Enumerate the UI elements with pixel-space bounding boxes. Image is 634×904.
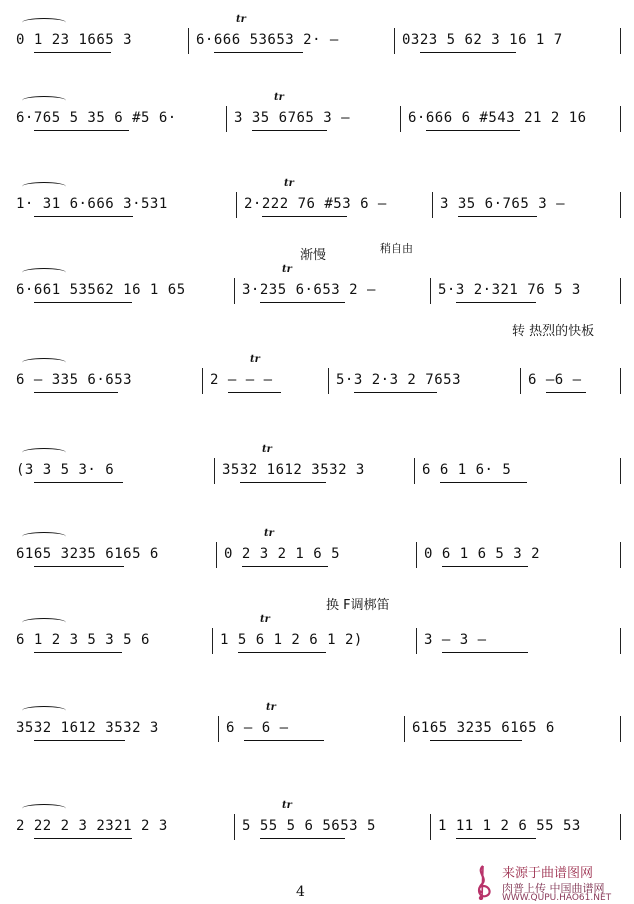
beam-line <box>430 740 522 741</box>
measure: 3 – 3 – <box>424 632 487 648</box>
score-line <box>12 178 624 224</box>
measure: 1· 31 6·666 3·531 <box>16 196 168 212</box>
score-line <box>12 14 624 60</box>
trill-mark: tr <box>262 444 272 455</box>
barline <box>216 542 217 568</box>
beam-line <box>238 652 326 653</box>
measure: (3 3 5 3· 6 <box>16 462 115 478</box>
measure: 0 1 23 1665 3 <box>16 32 133 48</box>
beam-line <box>456 838 536 839</box>
beam-line <box>34 652 122 653</box>
trill-mark: tr <box>266 702 276 713</box>
trill-mark: tr <box>274 92 284 103</box>
measure: 0323 5 62 3 16 1 7 <box>402 32 563 48</box>
beam-line <box>34 302 132 303</box>
beam-line <box>214 52 303 53</box>
beam-line <box>240 482 326 483</box>
treble-clef-icon <box>468 864 498 900</box>
measure: 5 55 5 6 5653 5 <box>242 818 376 834</box>
score-line <box>12 92 624 138</box>
trill-mark: tr <box>264 528 274 539</box>
measure: 6165 3235 6165 6 <box>16 546 159 562</box>
beam-line <box>34 392 118 393</box>
barline <box>234 278 235 304</box>
measure: 6 1 2 3 5 3 5 6 <box>16 632 150 648</box>
trill-mark: tr <box>282 800 292 811</box>
slur-arc <box>22 532 66 541</box>
beam-line <box>242 566 328 567</box>
measure: 5·3 2·321 76 5 3 <box>438 282 581 298</box>
barline <box>404 716 405 742</box>
beam-line <box>262 216 347 217</box>
barline <box>620 278 621 304</box>
barline <box>520 368 521 394</box>
slur-arc <box>22 448 66 457</box>
measure: 6 – 6 – <box>226 720 289 736</box>
measure: 2 22 2 3 2321 2 3 <box>16 818 168 834</box>
beam-line <box>34 566 124 567</box>
barline <box>394 28 395 54</box>
trill-mark: tr <box>236 14 246 25</box>
beam-line <box>260 838 345 839</box>
barline <box>432 192 433 218</box>
barline <box>226 106 227 132</box>
watermark-line1: 来源于曲谱图网 <box>502 866 594 881</box>
beam-line <box>260 302 345 303</box>
slur-arc <box>22 182 66 191</box>
measure: 3532 1612 3532 3 <box>222 462 365 478</box>
barline <box>234 814 235 840</box>
barline <box>620 192 621 218</box>
barline <box>620 106 621 132</box>
watermark-line3: WWW.QUPU.HAO61.NET <box>502 893 612 903</box>
barline <box>620 542 621 568</box>
tempo-slow-label: 渐慢 <box>300 248 327 263</box>
measure: 6·666 53653 2· – <box>196 32 339 48</box>
watermark <box>468 862 628 902</box>
barline <box>414 458 415 484</box>
measure: 3532 1612 3532 3 <box>16 720 159 736</box>
beam-line <box>426 130 520 131</box>
trill-mark: tr <box>284 178 294 189</box>
slur-arc <box>22 358 66 367</box>
barline <box>214 458 215 484</box>
page-number: 4 <box>296 884 305 900</box>
measure: 6·661 53562 16 1 65 <box>16 282 186 298</box>
measure: 6 –6 – <box>528 372 582 388</box>
beam-line <box>34 130 129 131</box>
measure: 0 6 1 6 5 3 2 <box>424 546 541 562</box>
slur-arc <box>22 706 66 715</box>
slur-arc <box>22 804 66 813</box>
barline <box>620 628 621 654</box>
transition-label: 转 热烈的快板 <box>512 324 595 339</box>
score-line <box>12 528 624 574</box>
barline <box>400 106 401 132</box>
measure: 6·765 5 35 6 #5 6· <box>16 110 177 126</box>
measure: 6 6 1 6· 5 <box>422 462 512 478</box>
beam-line <box>34 838 132 839</box>
score-line <box>12 264 624 310</box>
barline <box>416 628 417 654</box>
measure: 1 11 1 2 6 55 53 <box>438 818 581 834</box>
barline <box>188 28 189 54</box>
barline <box>218 716 219 742</box>
beam-line <box>354 392 437 393</box>
barline <box>620 458 621 484</box>
barline <box>620 28 621 54</box>
score-line <box>12 702 624 748</box>
barline <box>416 542 417 568</box>
instrument-change-label: 换 F调梆笛 <box>326 598 390 613</box>
measure: 0 2 3 2 1 6 5 <box>224 546 341 562</box>
barline <box>202 368 203 394</box>
beam-line <box>34 216 133 217</box>
tempo-free-label: 稍自由 <box>380 242 413 255</box>
score-line <box>12 444 624 490</box>
score-line <box>12 354 624 400</box>
beam-line <box>440 482 527 483</box>
measure: 3 35 6·765 3 – <box>440 196 566 212</box>
barline <box>620 368 621 394</box>
beam-line <box>34 52 111 53</box>
score-line <box>12 614 624 660</box>
barline <box>212 628 213 654</box>
barline <box>620 716 621 742</box>
trill-mark: tr <box>260 614 270 625</box>
slur-arc <box>22 268 66 277</box>
beam-line <box>442 566 528 567</box>
slur-arc <box>22 618 66 627</box>
beam-line <box>228 392 281 393</box>
measure: 3·235 6·653 2 – <box>242 282 376 298</box>
beam-line <box>34 740 125 741</box>
beam-line <box>252 130 327 131</box>
watermark-line2: 肉普上传 中国曲谱网 <box>502 882 605 895</box>
beam-line <box>442 652 528 653</box>
slur-arc <box>22 96 66 105</box>
beam-line <box>34 482 123 483</box>
trill-mark: tr <box>282 264 292 275</box>
beam-line <box>420 52 516 53</box>
beam-line <box>244 740 324 741</box>
barline <box>236 192 237 218</box>
slur-arc <box>22 18 66 27</box>
measure: 6165 3235 6165 6 <box>412 720 555 736</box>
barline <box>430 278 431 304</box>
measure: 2·222 76 #53 6 – <box>244 196 387 212</box>
barline <box>328 368 329 394</box>
beam-line <box>458 216 537 217</box>
measure: 3 35 6765 3 – <box>234 110 351 126</box>
measure: 6·666 6 #543 21 2 16 <box>408 110 587 126</box>
barline <box>430 814 431 840</box>
barline <box>620 814 621 840</box>
beam-line <box>546 392 586 393</box>
measure: 2 – – – <box>210 372 273 388</box>
measure: 5·3 2·3 2 7653 <box>336 372 462 388</box>
trill-mark: tr <box>250 354 260 365</box>
beam-line <box>456 302 536 303</box>
measure: 6 – 335 6·653 <box>16 372 133 388</box>
measure: 1 5 6 1 2 6 1 2) <box>220 632 363 648</box>
score-line <box>12 800 624 846</box>
